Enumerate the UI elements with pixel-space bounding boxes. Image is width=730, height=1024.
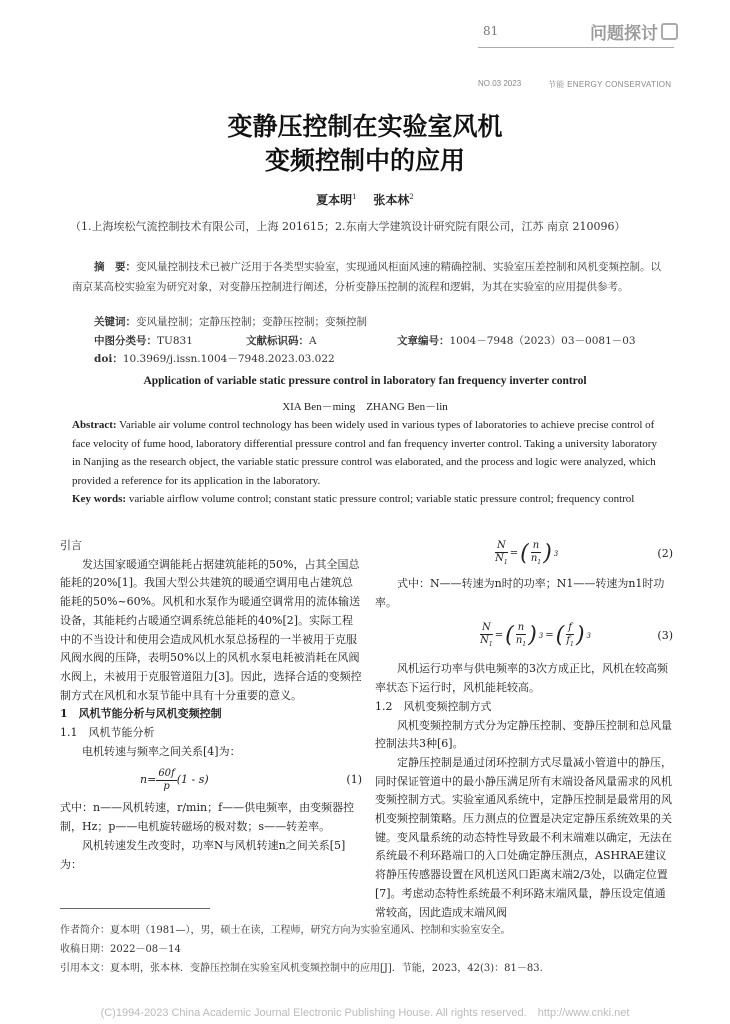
abstract-cn-text: 变风量控制技术已被广泛用于各类型实验室，实现通风柜面风速的精确控制、实验室压差控制和风机变频控制。以南京某高校实验室为研究对象，对变静压控制进行阐述，分析变静压控制的流程和逻辑，为其在实验室的应用提供参考。 — [72, 261, 661, 293]
clc-number: 中图分类号：TU831 — [94, 335, 193, 347]
article-number: 文章编号：1004－7948（2023）03－0081－03 — [397, 335, 636, 347]
paragraph-speed-frequency: 电机转速与频率之间关系[4]为： — [82, 744, 241, 758]
author-bio: 作者简介：夏本明（1981—），男，硕士在读，工程师，研究方向为实验室通风、控制和实验室安全。 — [60, 925, 511, 936]
abstract-cn-label: 摘 要： — [94, 261, 136, 273]
paper-title — [0, 110, 730, 178]
equation-3-number: (3) — [657, 629, 673, 643]
section-1-2-heading: 1.2 风机变频控制方式 — [375, 699, 492, 713]
page-number: 81 — [483, 24, 499, 38]
right-column — [375, 533, 673, 922]
section-1-heading: 1 风机节能分析与风机变频控制 — [60, 707, 222, 721]
doi: doi：10.3969/j.issn.1004－7948.2023.03.022 — [94, 353, 335, 365]
section-title: 问题探讨 — [590, 19, 678, 44]
author-1-mark: 1 — [352, 193, 357, 201]
section-1-1-heading: 1.1 风机节能分析 — [60, 726, 155, 740]
equation-2: $\frac{N}{N_1}$ = ( $\frac{n}{n_1}$ ) 3 (2) — [495, 539, 673, 566]
received-date: 收稿日期：2022－08－14 — [60, 944, 181, 955]
paragraph-eq2-symbols: 式中：N——转速为n时的功率；N1——转速为n1时功率。 — [375, 577, 665, 609]
keywords-cn-text: 变风量控制；定静压控制；变静压控制；变频控制 — [136, 316, 367, 328]
author-1: 夏本明 — [316, 193, 353, 207]
intro-heading: 引言 — [60, 539, 82, 552]
journal-name: 节能 ENERGY CONSERVATION — [548, 80, 672, 89]
doc-code: 文献标识码：A — [246, 335, 317, 347]
paragraph-eq1-symbols: 式中：n——风机转速，r/min；f——供电频率，由变频器控制，Hz；p——电机旋转磁场的极对数；s——转差率。 — [60, 801, 355, 834]
keywords-cn — [94, 314, 367, 329]
keywords-cn-label: 关键词： — [94, 316, 136, 328]
author-2: 张本林 — [373, 193, 410, 207]
english-abstract: Abstract: Variable air volume control technology has been widely used in various types of laboratories to achieve precise control of face velocity of fume hood, laboratory differential pressure control and fan frequency inverter control. Taking a university laboratory in Nanjing as the research object, the variable static pressure control was elaborated, and the process and logic were analyzed, which provided a reference for its application in the laboratory. — [72, 419, 657, 487]
affiliation: （1.上海埃松气流控制技术有限公司，上海 201615；2.东南大学建筑设计研究院有限公司，江苏 南京 210096） — [70, 220, 626, 233]
equation-3: $\frac{N}{N_1}$ = ( $\frac{n}{n_1}$ ) 3 = ( $\frac{f}{f_1}$ ) 3 (3) — [480, 621, 673, 649]
left-column — [60, 537, 362, 874]
english-title: Application of variable static pressure control in laboratory fan frequency inverter control — [143, 375, 587, 387]
paragraph-power-speed: 风机转速发生改变时，功率N与风机转速n之间关系[5]为： — [60, 838, 346, 871]
equation-2-number: (2) — [657, 546, 673, 560]
equation-1-fraction: $\frac{60f}{p}$ — [158, 767, 175, 792]
book-icon — [661, 23, 678, 40]
equation-1-number: (1) — [346, 773, 362, 787]
issue-number: NO.03 2023 — [478, 79, 522, 88]
authors — [0, 191, 730, 208]
footnote-rule — [60, 908, 210, 909]
title-line-2: 变频控制中的应用 — [264, 146, 465, 175]
intro-paragraph: 发达国家暖通空调能耗占据建筑能耗的50%，占其全国总能耗的20%[1]。我国大型公共建筑的暖通空调用电占建筑总能耗的50%~60%。风机和水泵作为暖通空调常用的流体输送设备，其能耗约占暖通空调系统总能耗的40%[2]。实际工程中的不当设计和使用会造成风机水泵总扬程的一半被用于克服风阀水阀的压降，表明50%以上的风机水泵电耗被消耗在风阀水阀上，未被用于克服管道阻力[3]。因此，选择合适的变频控制方式在风机和水泵节能中具有十分重要的意义。 — [60, 557, 362, 702]
copyright-line: (C)1994-2023 China Academic Journal Electronic Publishing House. All rights reserved. http://www.cnki.net — [100, 1007, 630, 1019]
english-authors: XIA Ben－ming ZHANG Ben－lin — [282, 401, 448, 413]
english-keywords: Key words: variable airflow volume control; constant static pressure control; variable static pressure control; frequency control — [72, 493, 635, 505]
header-rule — [478, 47, 674, 48]
abstract-cn — [72, 257, 662, 297]
paragraph-power-frequency: 风机运行功率与供电频率的3次方成正比，风机在较高频率状态下运行时，风机能耗较高。 — [375, 662, 668, 695]
paragraph-constant-pressure: 定静压控制是通过闭环控制方式尽量减小管道中的静压，同时保证管道中的最小静压满足所有末端设备风量需求的风机变频控制方式。实验室通风系统中，定静压控制是最常用的风机变频控制策略。压力测点的位置是决定定静压系统效果的关键。变风量系统的动态特性导致最不利末端难以确定，无法在系统最不利环路端口的入口处确定静压测点，ASHRAE建议将静压传感器设置在风机送风口距离末端2/3处，以确定位置[7]。考虑动态特性系统最不利环路末端风量，静压设定值通常较高，因此造成末端风阀 — [375, 755, 672, 919]
equation-1: n= $\frac{60f}{p}$ (1 - s) (1) — [140, 767, 362, 792]
author-2-mark: 2 — [409, 193, 414, 201]
paragraph-control-methods: 风机变频控制方式分为定静压控制、变静压控制和总风量控制法共3种[6]。 — [375, 718, 672, 751]
title-line-1: 变静压控制在实验室风机 — [227, 112, 503, 141]
citation: 引用本文：夏本明，张本林．变静压控制在实验室风机变频控制中的应用[J]．节能，2023，42(3)：81－83. — [60, 963, 543, 974]
